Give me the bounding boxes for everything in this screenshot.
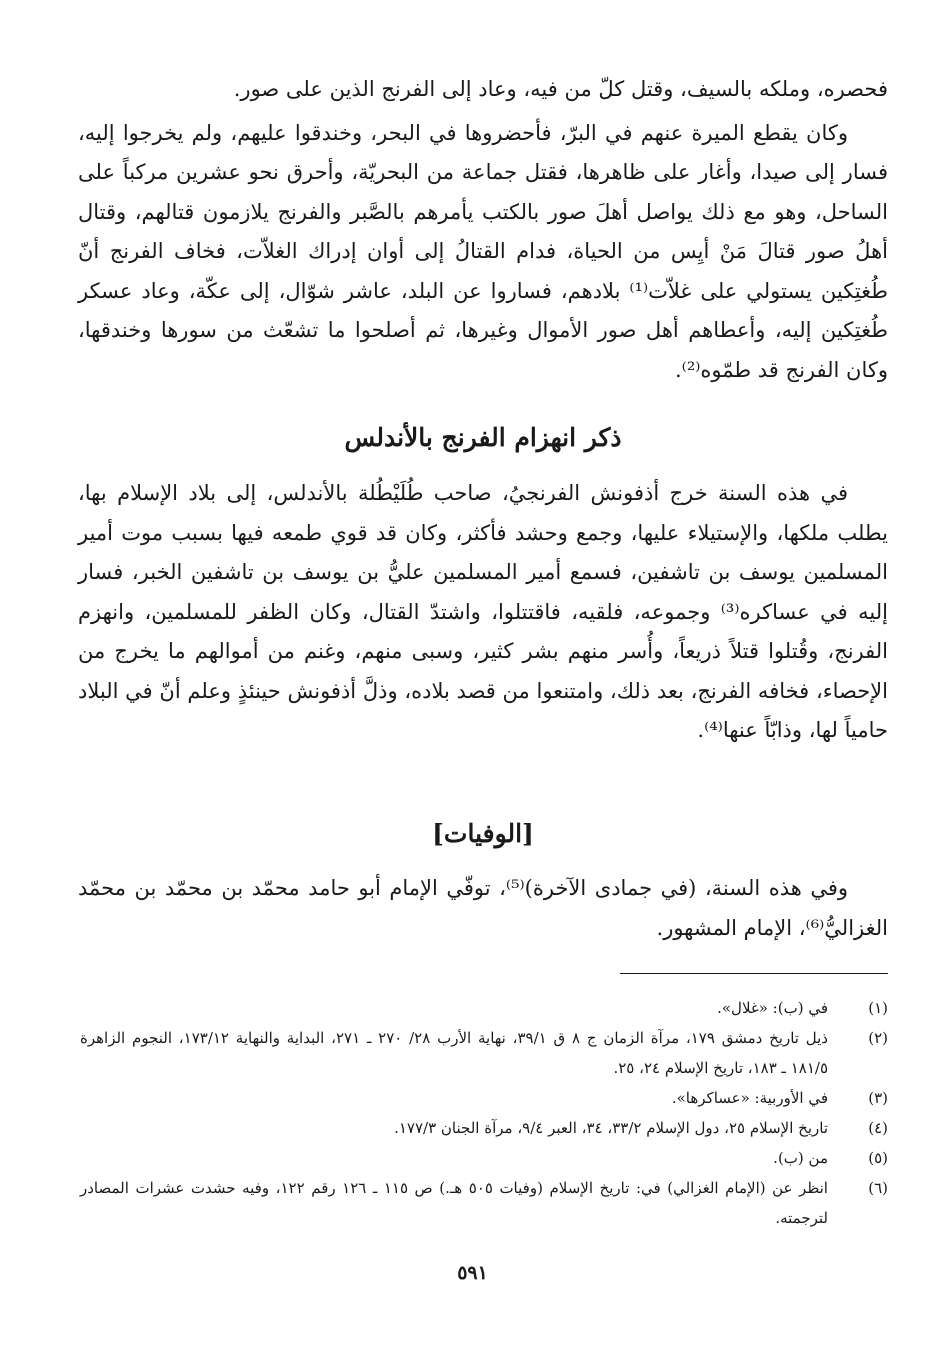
paragraph-sur-siege: وكان يقطع الميرة عنهم في البرّ، فأحضروها في البحر، وخندقوا عليهم، ولم يخرجوا إليه، فسار إلى صيدا، وأغار على ظاهرها، فقتل جماعة من البحريّة، وأحرق نحو عشرين مركباً على الساحل، وهو مع ذلك يواصل أهلَ صور بالكتب يأمرهم بالصَّبر والفرنج يلازمون قتالهم، وقتال أهلُ صور قتالَ مَنْ أيِس من الحياة، فدام القتالُ إلى أوان إدراك الغلاّت، فخاف الفرنج أنّ طُغتِكين يستولي على غلاّت⁽¹⁾ بلادهم، فساروا عن البلد، عاشر شوّال، إلى عكّة، وعاد عسكر طُغتِكين إليه، وأعطاهم أهل صور الأموال وغيرها، ثم أصلحوا ما تشعّث من سورها وخندقها، وكان الفرنج قد طمّوه⁽²⁾.	[78, 120, 888, 382]
footnote	[80, 993, 888, 1023]
paragraph-continuation: فحصره، وملكه بالسيف، وقتل كلّ من فيه، وعاد إلى الفرنج الذين على صور.	[233, 77, 888, 101]
footnote-text: في (ب): «غلال».	[717, 999, 828, 1017]
footnote-text: انظر عن (الإمام الغزالي) في: تاريخ الإسلام (وفيات ٥٠٥ هـ.) ص ١١٥ ـ ١٢٦ رقم ١٢٢، وفيه حشدت عشرات المصادر لترجمته.	[80, 1179, 828, 1227]
footnote	[80, 1143, 888, 1173]
footnote	[80, 1113, 888, 1143]
paragraph-deaths: وفي هذه السنة، (في جمادى الآخرة)⁽⁵⁾، توفّي الإمام أبو حامد محمّد بن محمّد بن محمّد الغزاليُّ⁽⁶⁾، الإمام المشهور.	[78, 876, 888, 940]
andalus-text-block	[78, 474, 888, 751]
deaths-text-block	[78, 869, 888, 948]
footnote-text: من (ب).	[773, 1149, 828, 1167]
footnote-divider	[620, 973, 888, 974]
footnote-number: (٤)	[868, 1119, 888, 1137]
top-text-block	[78, 70, 888, 390]
footnote-number: (٥)	[868, 1149, 888, 1167]
paragraph-andalus: في هذه السنة خرج أذفونش الفرنجيُ، صاحب طُلَيْطُلة بالأندلس، إلى بلاد الإسلام بها، يطلب ملكها، والإستيلاء عليها، وجمع وحشد فأكثر، وكان قد قوي طمعه فيها بسبب موت أمير المسلمين يوسف بن تاشفين، فسمع أمير المسلمين عليُّ بن يوسف بن تاشفين الخبر، فسار إليه في عساكره⁽³⁾ وجموعه، فلقيه، فاقتتلوا، واشتدّ القتال، وكان الظفر للمسلمين، وانهزم الفرنج، وقُتلوا قتلاً ذريعاً، وأُسر منهم بشر كثير، وسبى منهم، وغنم من أموالهم ما يخرج من الإحصاء، فخافه الفرنج، بعد ذلك، وامتنعوا من قصد بلاده، وذلَّ أذفونش حينئذٍ وعلم أنّ في البلاد حامياً لها، وذابّاً عنها⁽⁴⁾.	[78, 481, 888, 742]
footnote-number: (٢)	[868, 1029, 888, 1047]
footnote	[80, 1173, 888, 1233]
footnote-number: (٣)	[868, 1089, 888, 1107]
section-heading-deaths: [الوفيات]	[432, 819, 534, 848]
section-heading-andalus: ذكر انهزام الفرنج بالأندلس	[344, 423, 622, 452]
footnote-text: ذيل تاريخ دمشق ١٧٩، مرآة الزمان ج ٨ ق ٣٩/١، نهاية الأرب ٢٨/ ٢٧٠ ـ ٢٧١، البداية والنهاية ١٧٣/١٢، النجوم الزاهرة ١٨١/٥ ـ ١٨٣، تاريخ الإسلام ٢٤، ٢٥.	[80, 1029, 828, 1077]
footnote-text: تاريخ الإسلام ٢٥، دول الإسلام ٣٣/٢، ٣٤، العبر ٩/٤، مرآة الجنان ١٧٧/٣.	[394, 1119, 828, 1137]
footnote-number: (٦)	[868, 1179, 888, 1197]
footnote	[80, 1023, 888, 1083]
footnote-number: (١)	[868, 999, 888, 1017]
footnote-text: في الأوربية: «عساكرها».	[671, 1089, 828, 1107]
footnote	[80, 1083, 888, 1113]
footnotes	[80, 993, 888, 1233]
page-number: ٥٩١	[457, 1262, 488, 1284]
